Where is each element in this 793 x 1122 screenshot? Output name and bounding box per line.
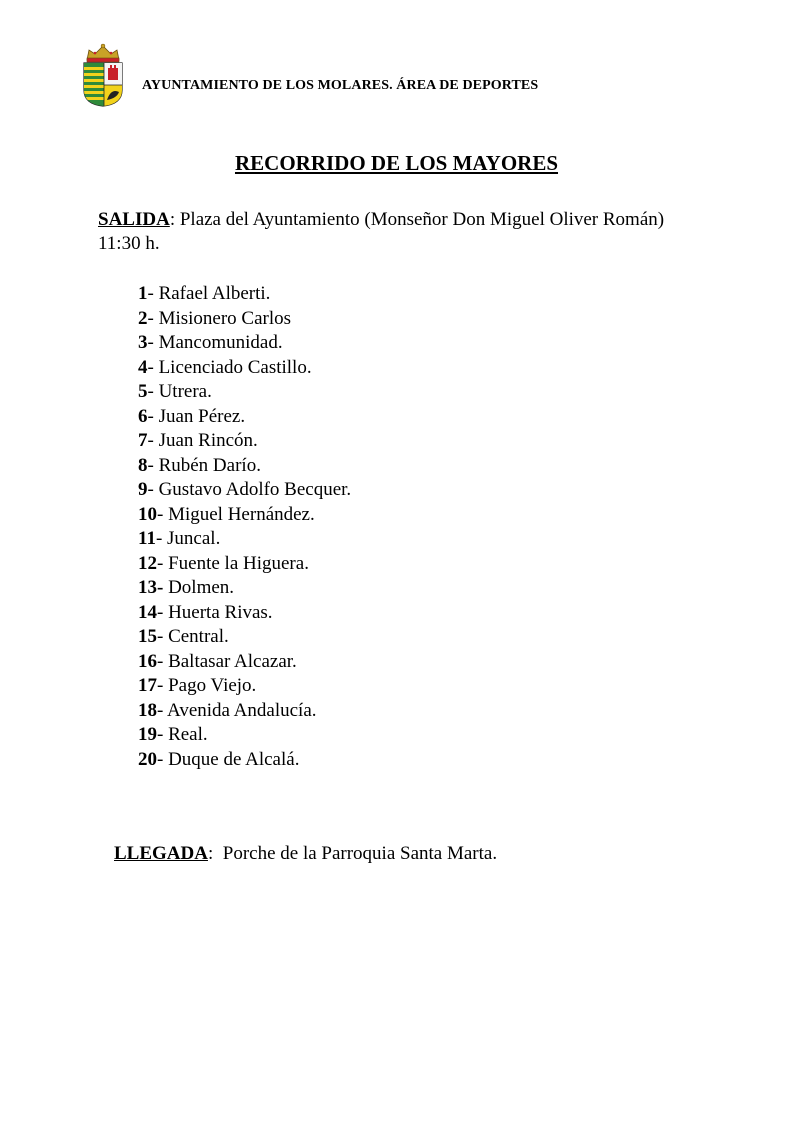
route-item-number: 17: [138, 675, 157, 696]
route-item: [138, 282, 351, 307]
salida-place: Plaza del Ayuntamiento (Monseñor Don Miguel Oliver Román): [179, 209, 665, 230]
route-item-street: - Juan Pérez.: [147, 405, 246, 427]
route-item: [138, 429, 351, 454]
route-item-street: - Avenida Andalucía.: [157, 699, 317, 721]
route-item-street: - Licenciado Castillo.: [147, 356, 312, 378]
route-item-street: - Huerta Rivas.: [157, 601, 273, 623]
salida-separator: :: [169, 209, 176, 230]
route-item: [138, 405, 351, 430]
route-item: [138, 650, 351, 675]
route-item-number: 2: [138, 307, 148, 329]
route-item: [138, 307, 351, 332]
llegada-place: Porche de la Parroquia Santa Marta.: [222, 843, 498, 864]
route-item-street: Dolmen.: [163, 577, 235, 598]
route-item-number: 14: [138, 601, 157, 623]
route-item: [138, 674, 351, 699]
route-item-number: 12: [138, 552, 157, 574]
route-item-street: - Real.: [157, 724, 208, 745]
route-item-number: 1: [138, 283, 148, 304]
route-item: [138, 576, 351, 601]
route-item-street: - Gustavo Adolfo Becquer.: [147, 479, 352, 500]
route-item: [138, 748, 351, 773]
route-item-number: 3: [138, 332, 148, 353]
route-item: [138, 625, 351, 650]
route-item: [138, 331, 351, 356]
route-item-number: 18: [138, 699, 157, 721]
llegada-section: [114, 842, 497, 866]
route-item-number: 7: [138, 430, 148, 451]
route-item-number: 5: [138, 381, 148, 402]
route-item-street: - Juan Rincón.: [147, 430, 258, 451]
route-item-street: - Juncal.: [155, 528, 221, 549]
route-item-street: - Fuente la Higuera.: [157, 552, 309, 574]
route-item-number: 19: [138, 724, 157, 745]
route-item-street: - Rubén Darío.: [147, 454, 261, 476]
route-item-street: - Pago Viejo.: [157, 675, 257, 696]
route-item: [138, 478, 351, 503]
route-item-street: - Miguel Hernández.: [157, 503, 315, 525]
route-item: [138, 454, 351, 479]
llegada-separator: :: [207, 843, 214, 864]
route-item-street: - Utrera.: [147, 381, 212, 402]
route-item-number: 15: [138, 626, 157, 647]
route-item-number: 13-: [138, 577, 164, 598]
route-item-number: 4: [138, 356, 148, 378]
route-item-street: - Mancomunidad.: [147, 332, 283, 353]
llegada-label: LLEGADA: [114, 843, 208, 864]
route-item-street: - Rafael Alberti.: [147, 283, 271, 304]
salida-section: [98, 208, 748, 256]
route-item-number: 20: [138, 748, 157, 770]
salida-time: 11:30 h.: [98, 233, 160, 254]
organization-header: AYUNTAMIENTO DE LOS MOLARES. ÁREA DE DEPORTES: [142, 78, 539, 93]
route-list: [138, 282, 351, 772]
route-item: [138, 699, 351, 724]
route-item-number: 10: [138, 503, 157, 525]
route-item: [138, 380, 351, 405]
route-item: [138, 356, 351, 381]
salida-label: SALIDA: [98, 209, 170, 230]
crown-icon: [87, 44, 119, 62]
route-item: [138, 527, 351, 552]
route-item-number: 9: [138, 479, 148, 500]
route-item: [138, 601, 351, 626]
route-item-number: 16: [138, 650, 157, 672]
route-item-street: - Central.: [157, 626, 229, 647]
route-item: [138, 552, 351, 577]
coat-of-arms-logo: [80, 40, 126, 108]
route-item-number: 8: [138, 454, 148, 476]
route-item-street: - Baltasar Alcazar.: [157, 650, 297, 672]
route-item-number: 6: [138, 405, 148, 427]
route-item-number: 11: [138, 528, 156, 549]
page-title: RECORRIDO DE LOS MAYORES: [234, 151, 559, 175]
route-item: [138, 723, 351, 748]
route-item-street: - Duque de Alcalá.: [157, 748, 300, 770]
route-item-street: - Misionero Carlos: [147, 307, 292, 329]
route-item: [138, 503, 351, 528]
shield-icon: [84, 63, 122, 106]
